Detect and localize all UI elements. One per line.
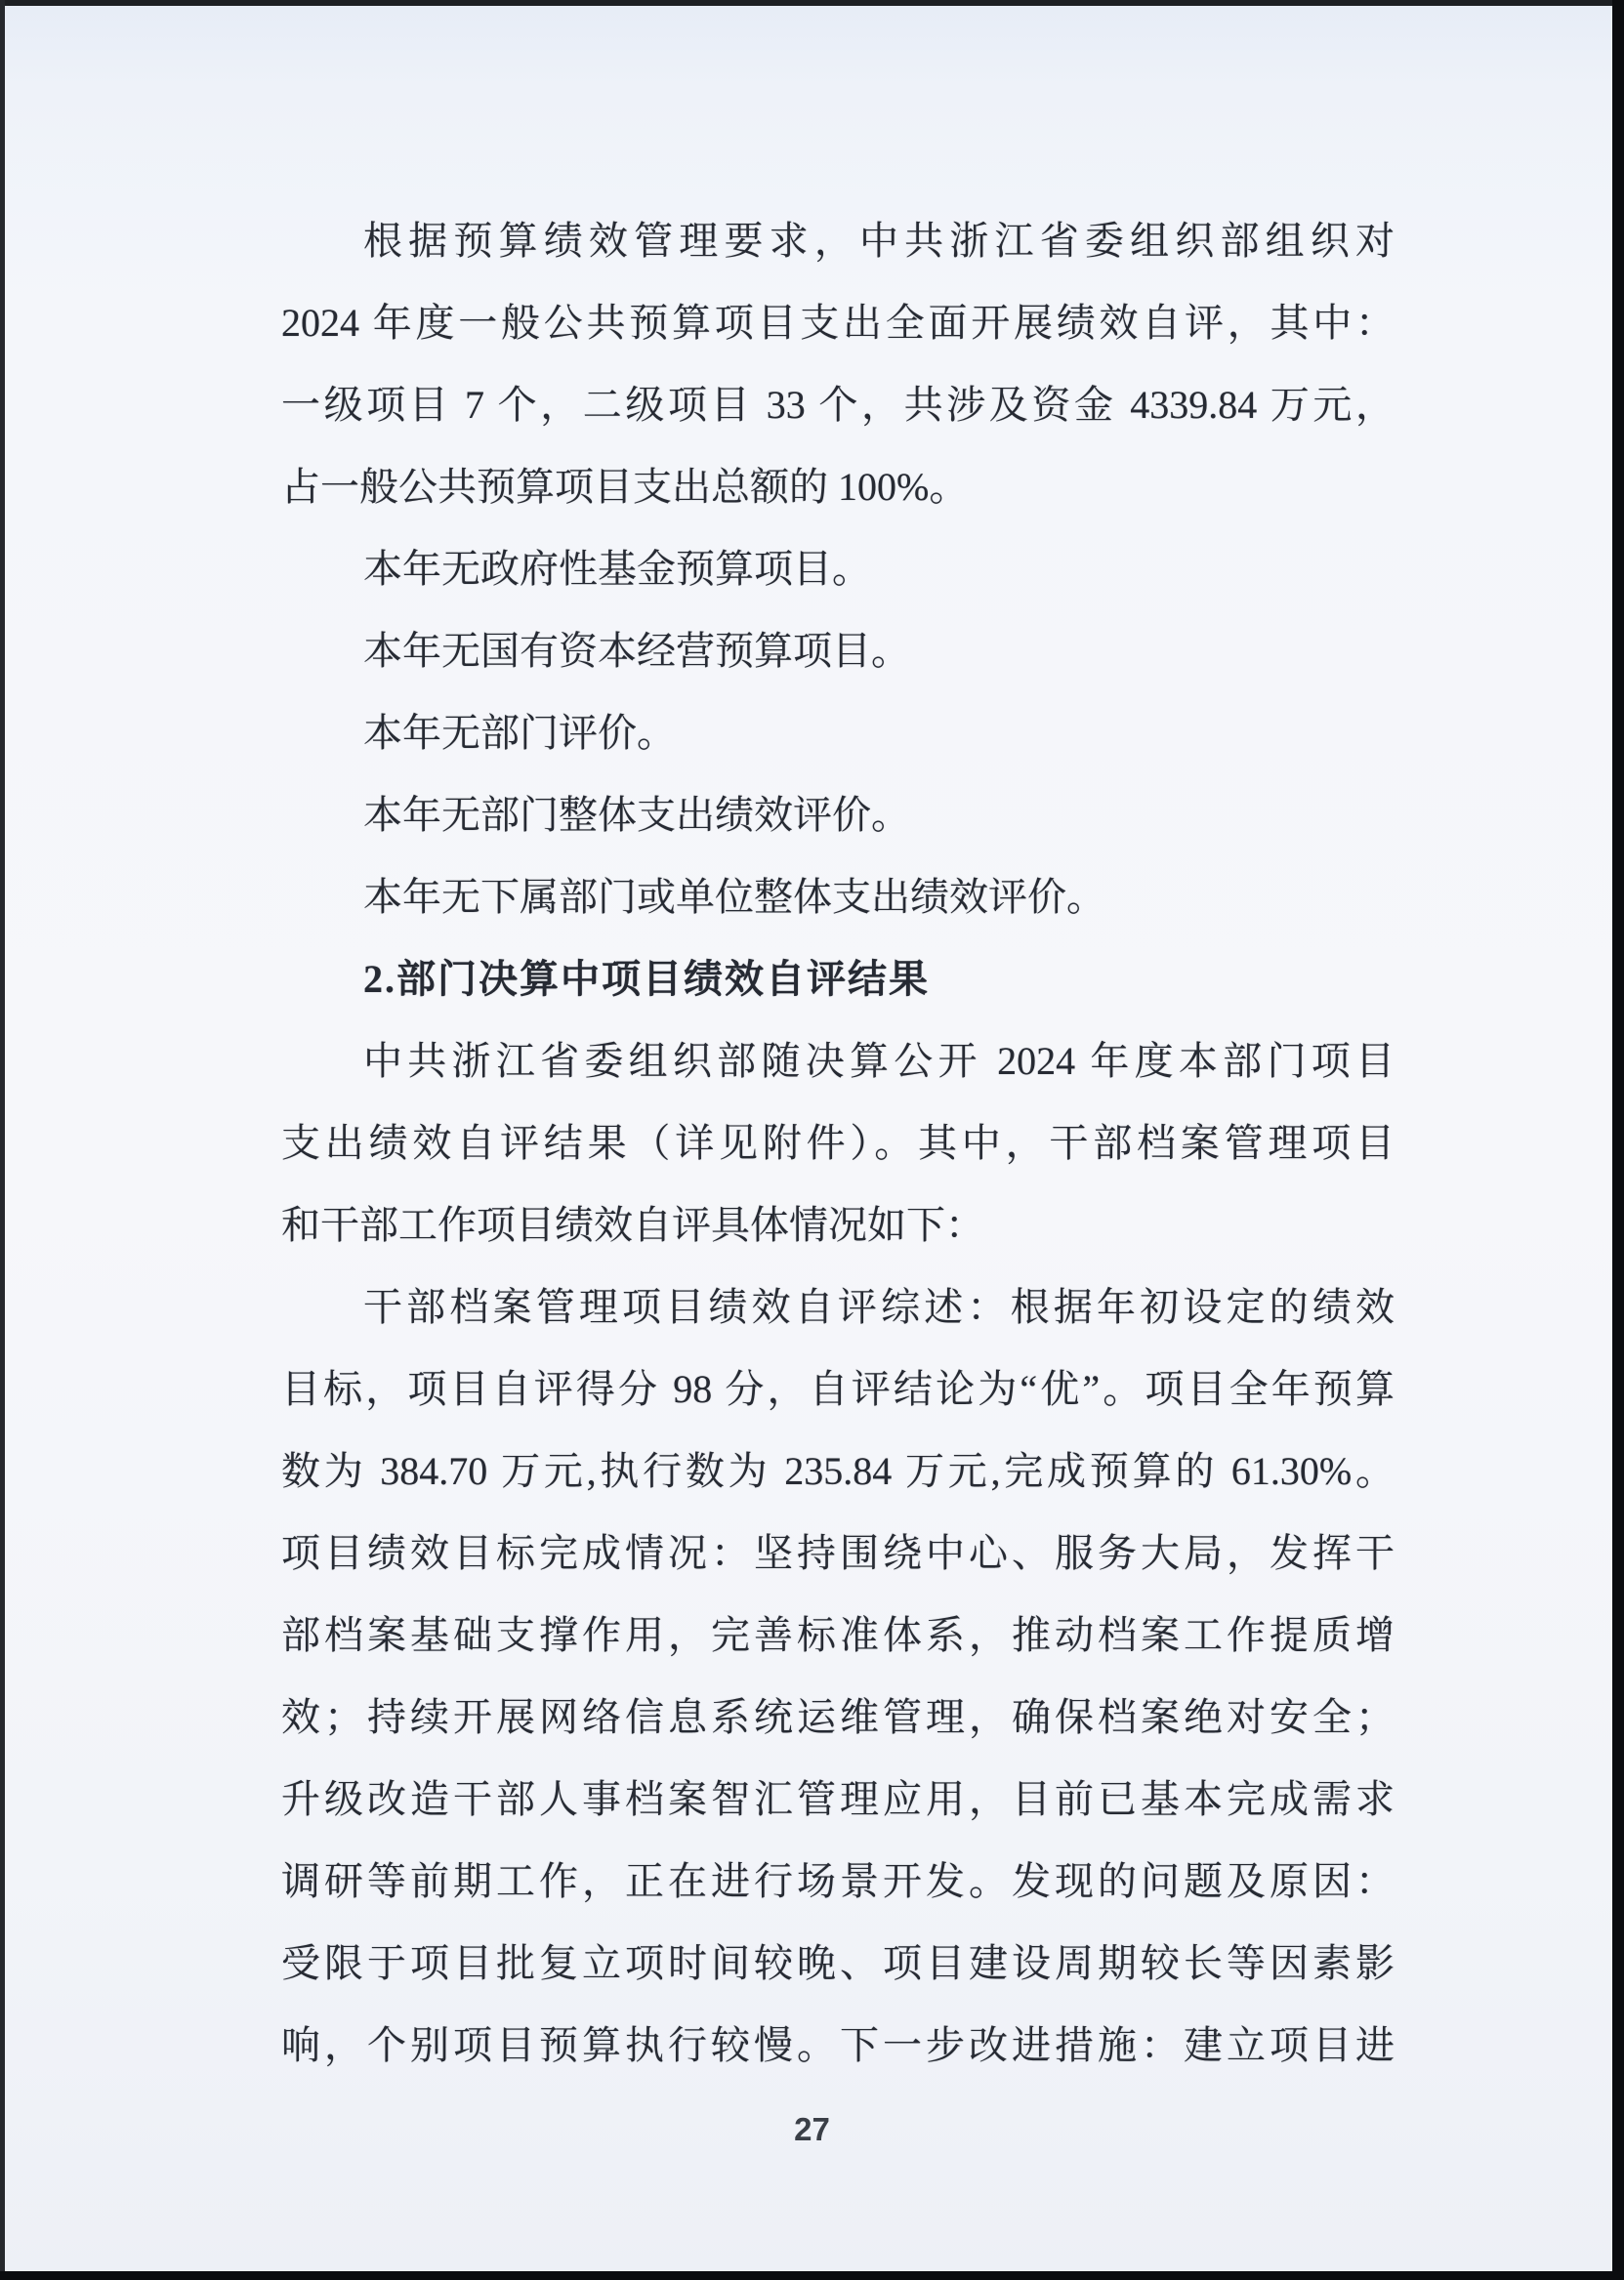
text-line: 中共浙江省委组织部随决算公开 2024 年度本部门项目 — [363, 1039, 1395, 1083]
scan-edge-bottom — [0, 2271, 1624, 2280]
text-line: 2024 年度一般公共预算项目支出全面开展绩效自评，其中： — [281, 301, 1395, 345]
text-line: 本年无部门评价。 — [363, 711, 676, 755]
text-line: 响，个别项目预算执行较慢。下一步改进措施：建立项目进 — [281, 2023, 1395, 2067]
text-line: 一级项目 7 个，二级项目 33 个，共涉及资金 4339.84 万元， — [281, 383, 1395, 427]
text-line: 项目绩效目标完成情况：坚持围绕中心、服务大局，发挥干 — [281, 1531, 1395, 1575]
text-line: 本年无下属部门或单位整体支出绩效评价。 — [363, 875, 1105, 919]
text-line: 本年无国有资本经营预算项目。 — [363, 629, 910, 673]
section-heading: 2.部门决算中项目绩效自评结果 — [363, 957, 930, 1001]
document-text — [281, 200, 1395, 2087]
text-line: 目标，项目自评得分 98 分，自评结论为“优”。项目全年预算 — [281, 1367, 1395, 1411]
scan-edge-right — [1612, 0, 1624, 2280]
text-line: 干部档案管理项目绩效自评综述：根据年初设定的绩效 — [363, 1285, 1395, 1329]
text-line: 支出绩效自评结果（详见附件）。其中，干部档案管理项目 — [281, 1121, 1395, 1165]
text-line: 升级改造干部人事档案智汇管理应用，目前已基本完成需求 — [281, 1777, 1395, 1821]
text-line: 受限于项目批复立项时间较晚、项目建设周期较长等因素影 — [281, 1941, 1395, 1985]
text-line: 数为 384.70 万元,执行数为 235.84 万元,完成预算的 61.30%。 — [281, 1449, 1395, 1493]
scan-edge-left — [0, 0, 5, 2280]
text-line: 本年无政府性基金预算项目。 — [363, 547, 871, 591]
text-line: 调研等前期工作，正在进行场景开发。发现的问题及原因： — [281, 1859, 1395, 1903]
text-line: 部档案基础支撑作用，完善标准体系，推动档案工作提质增 — [281, 1613, 1395, 1657]
text-line: 占一般公共预算项目支出总额的 100%。 — [281, 465, 969, 509]
page-number: 27 — [794, 2111, 830, 2147]
text-line: 和干部工作项目绩效自评具体情况如下： — [281, 1203, 984, 1247]
scan-edge-top — [0, 0, 1624, 6]
text-line: 根据预算绩效管理要求，中共浙江省委组织部组织对 — [363, 219, 1395, 263]
text-line: 本年无部门整体支出绩效评价。 — [363, 793, 910, 837]
text-line: 效；持续开展网络信息系统运维管理，确保档案绝对安全； — [281, 1695, 1395, 1739]
